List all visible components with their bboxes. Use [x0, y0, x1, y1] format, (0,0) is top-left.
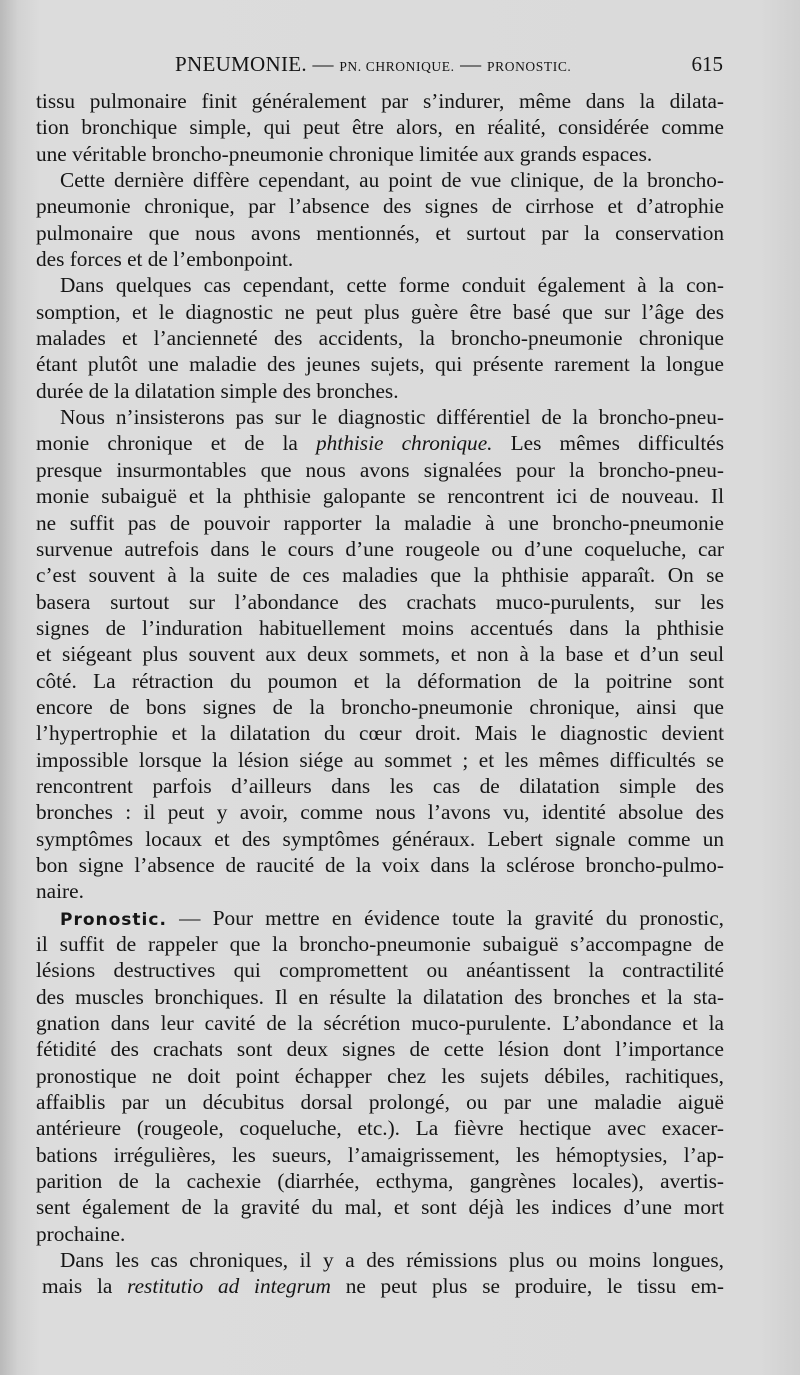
text-line: bronches : il peut y avoir, comme nous l’avons vu, identité absolue des	[36, 800, 724, 825]
text-line: pneumonie chronique, par l’absence des signes de cirrhose et d’atrophie	[36, 194, 724, 219]
page-number: 615	[691, 52, 723, 76]
text-line: côté. La rétraction du poumon et la déformation de la poitrine sont	[36, 668, 724, 693]
text-line: presque insurmontables que nous avons signalées pour la broncho-pneu-	[36, 457, 724, 482]
text-line: Nous n’insisterons pas sur le diagnostic différentiel de la broncho-pneu-	[60, 405, 724, 430]
text-line: c’est souvent à la suite de ces maladies que la phthisie apparaît. On se	[36, 563, 724, 588]
text-line: monie subaiguë et la phthisie galopante se rencontrent ici de nouveau. Il	[36, 484, 724, 509]
text-line: prochaine.	[36, 1221, 126, 1246]
text-line: bations irrégulières, les sueurs, l’amaigrissement, les hémoptysies, l’ap-	[36, 1142, 724, 1167]
text-line: symptômes locaux et des symptômes généraux. Lebert signale comme un	[36, 826, 724, 851]
text-line: Cette dernière diffère cependant, au point de vue clinique, de la broncho-	[60, 168, 724, 193]
text-line: somption, et le diagnostic ne peut plus guère être basé que sur l’âge des	[36, 299, 724, 324]
text-line: bon signe l’absence de raucité de la voix dans la sclérose broncho-pulmo-	[36, 852, 724, 877]
text-line: une véritable broncho-pneumonie chronique limitée aux grands espaces.	[36, 141, 653, 166]
text-line: l’hypertrophie et la dilatation du cœur droit. Mais le diagnostic devient	[36, 721, 724, 746]
title-dash: —	[454, 52, 488, 76]
text-line: étant plutôt une maladie des jeunes sujets, qui présente rarement la longue	[36, 352, 724, 377]
text-segment: — Pour mettre en évidence toute la gravité du pronostic,	[166, 905, 724, 930]
section-heading-pronostic: Pronostic.	[60, 909, 167, 930]
text-line: Dans quelques cas cependant, cette forme conduit également à la con-	[60, 273, 724, 298]
text-line: parition de la cachexie (diarrhée, ecthyma, gangrènes locales), avertis-	[36, 1169, 724, 1194]
text-line: signes de l’induration habituellement moins accentués dans la phthisie	[36, 615, 724, 640]
text-line: basera surtout sur l’abondance des crachats muco-purulents, sur les	[36, 589, 724, 614]
text-line: gnation dans leur cavité de la sécrétion muco-purulente. L’abondance et la	[36, 1011, 724, 1036]
running-title	[175, 52, 571, 77]
text-line: naire.	[36, 879, 84, 904]
text-line: tissu pulmonaire finit généralement par s’indurer, même dans la dilata-	[36, 89, 724, 113]
italic-term: phthisie chronique.	[316, 431, 493, 456]
text-line: affaiblis par un décubitus dorsal prolongé, ou par une maladie aiguë	[36, 1090, 724, 1115]
text-segment: mais la	[42, 1274, 128, 1299]
title-main: PNEUMONIE.	[175, 52, 307, 76]
title-dash: —	[306, 52, 340, 76]
body-text	[36, 88, 724, 1300]
text-segment: Les mêmes difficultés	[492, 431, 724, 456]
text-line: il suffit de rappeler que la broncho-pneumonie subaiguë s’accompagne de	[36, 932, 724, 956]
text-line: durée de la dilatation simple des bronches.	[36, 378, 399, 403]
text-line	[36, 430, 724, 456]
text-line: impossible lorsque la lésion siége au sommet ; et les mêmes difficultés se	[36, 747, 724, 772]
title-sub-chronique: PN. CHRONIQUE.	[339, 59, 455, 74]
text-segment: monie chronique et de la	[36, 431, 316, 456]
text-line: ne suffit pas de pouvoir rapporter la maladie à une broncho-pneumonie	[36, 510, 724, 535]
text-line: pulmonaire que nous avons mentionnés, et surtout par la conservation	[36, 220, 724, 245]
text-line: des muscles bronchiques. Il en résulte la dilatation des bronches et la sta-	[36, 984, 724, 1009]
running-head	[0, 52, 800, 86]
italic-term: restitutio ad integrum	[127, 1274, 331, 1299]
text-segment: ne peut plus se produire, le tissu em-	[330, 1274, 724, 1299]
text-line: et siégeant plus souvent aux deux sommets, et non à la base et d’un seul	[36, 642, 724, 667]
text-line: antérieure (rougeole, coqueluche, etc.). La fièvre hectique avec exacer-	[36, 1116, 724, 1141]
text-line	[36, 1273, 724, 1299]
text-line: Dans les cas chroniques, il y a des rémissions plus ou moins longues,	[60, 1248, 724, 1273]
text-line: survenue autrefois dans le cours d’une rougeole ou d’une coqueluche, car	[36, 536, 724, 561]
text-line: lésions destructives qui compromettent ou anéantissent la contractilité	[36, 958, 724, 983]
text-line: tion bronchique simple, qui peut être alors, en réalité, considérée comme	[36, 115, 724, 140]
text-line: encore de bons signes de la broncho-pneumonie chronique, ainsi que	[36, 694, 724, 719]
text-line: des forces et de l’embonpoint.	[36, 247, 294, 272]
text-line: malades et l’ancienneté des accidents, la broncho-pneumonie chronique	[36, 326, 724, 351]
text-line: sent également de la gravité du mal, et sont déjà les indices d’une mort	[36, 1195, 724, 1220]
text-line	[36, 905, 724, 931]
text-line: fétidité des crachats sont deux signes de cette lésion dont l’importance	[36, 1037, 724, 1062]
title-sub-pronostic: PRONOSTIC.	[487, 59, 572, 74]
text-line: pronostique ne doit point échapper chez les sujets débiles, rachitiques,	[36, 1063, 724, 1088]
text-line: rencontrent parfois d’ailleurs dans les cas de dilatation simple des	[36, 773, 724, 798]
